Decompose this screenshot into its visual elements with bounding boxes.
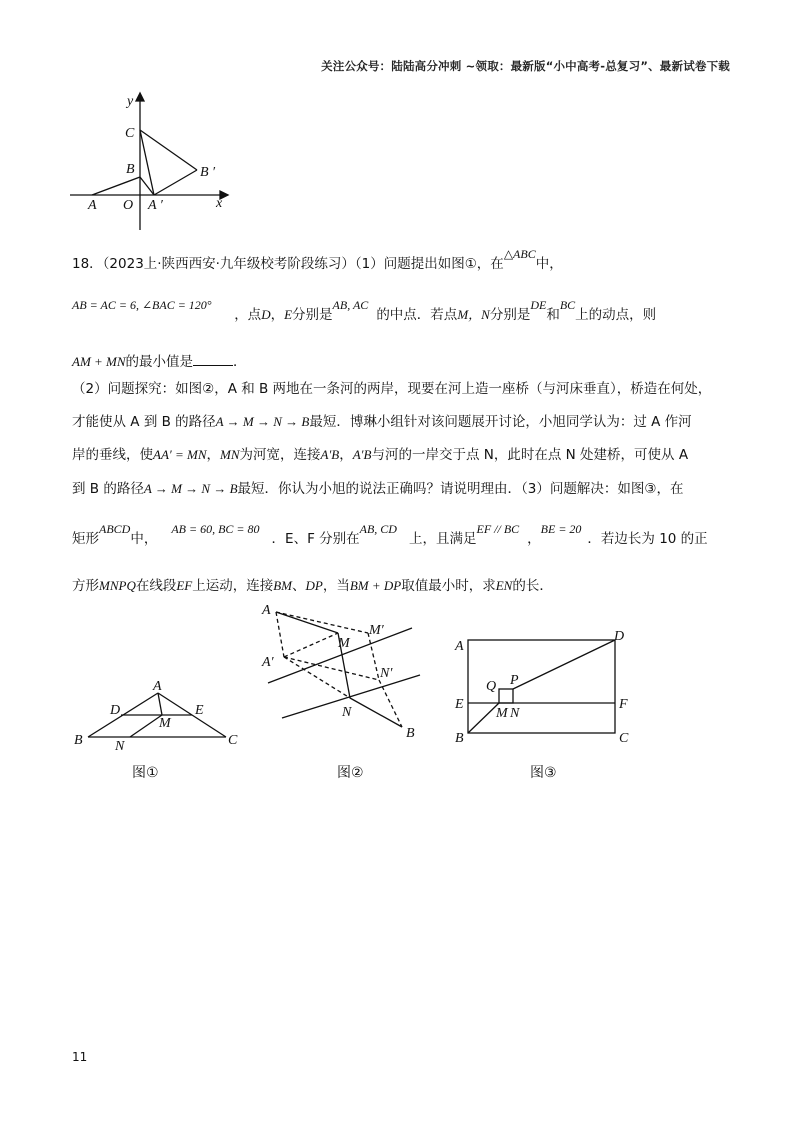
page-header: 关注公众号：陆陆高分冲刺 ~领取：最新版“小中高考-总复习”、最新试卷下载 [321,59,730,73]
q18-line-1 [72,247,563,273]
figures-row [0,595,800,795]
math: A′B [352,447,372,462]
text: ， [527,531,541,547]
text: 的最小值是 [125,354,194,370]
text: 上的动点，则 [575,307,657,323]
fig1-E-label: E [195,703,204,718]
fig3-caption: 图③ [530,765,557,781]
point-C-label: C [125,126,135,141]
fig3-C-label: C [619,731,629,746]
text: 、 [292,578,306,594]
math: ABCD [99,522,131,536]
text: 在线段 [135,578,177,594]
math: BM + DP [349,578,402,593]
math: A → M → N → B [143,481,238,496]
fig2-N-label: N [342,705,352,720]
fig1-N-label: N [115,739,125,754]
text: ，当 [322,578,350,594]
math: MN [220,447,240,462]
text: ． [233,354,247,370]
fig2-caption: 图② [337,765,364,781]
math: MNPQ [99,578,136,593]
math: AA′ = MN [153,447,207,462]
math: DP [305,578,323,593]
math: DE [530,298,547,312]
text: 的长． [512,578,553,594]
text: 方形 [72,578,99,594]
fig2-M-prime-label: M′ [369,623,384,638]
fig1-D-label: D [110,703,121,718]
math: AB, CD [359,522,397,536]
text: 分别是 [292,307,333,323]
math: A′B [320,447,340,462]
text: 最短．你认为小旭的说法正确吗？请说明理由．（3）问题解决：如图③，在 [237,481,684,497]
text: 最短．博琳小组针对该问题展开讨论，小旭同学认为：过 A 作河 [309,414,692,430]
q18-line-6 [72,446,688,464]
fig3-M-label: M [496,706,508,721]
text: ．E、F 分别在 [271,531,360,547]
x-axis-label: x [216,196,223,211]
y-axis-label: y [127,94,134,109]
point-A-prime-label: A ′ [148,198,163,213]
math: AB = 60, BC = 80 [171,522,260,536]
coordinate-figure [60,85,240,235]
fig1-caption: 图① [132,765,159,781]
fig3-B-label: B [455,731,464,746]
fig3-A-label: A [455,639,464,654]
text: 矩形 [72,531,99,547]
math: AB = AC = 6, ∠BAC = 120° [72,298,212,312]
math: EN [495,578,513,593]
math: EF [176,578,193,593]
text: ， [206,447,220,463]
q18-line-2 [72,298,657,324]
math: M，N [457,307,490,322]
fig2-N-prime-label: N′ [380,666,393,681]
text: 分别是 [489,307,531,323]
fig2-A-prime-label: A′ [262,655,274,670]
math: E [284,307,293,322]
math: D [261,307,271,322]
text: ，点 [234,307,262,323]
text: ， [270,307,285,323]
text: 中， [130,531,158,547]
fig3-Q-label: Q [486,679,497,694]
math: BC [559,298,576,312]
math: AM + MN [72,354,126,369]
fig3-D-label: D [614,629,625,644]
math: △ABC [503,247,536,261]
text: 和 [546,307,560,323]
fig3-E-label: E [455,697,464,712]
text: 与河的一岸交于点 N，此时在点 N 处建桥，可使从 A [371,447,689,463]
q18-line-5 [72,413,692,431]
page-number: 11 [72,1050,88,1064]
fig3-N-label: N [510,706,520,721]
text: ．若边长为 10 的正 [587,531,708,547]
math: BE = 20 [540,522,582,536]
answer-blank[interactable] [193,353,233,366]
fig1-A-label: A [153,679,162,694]
math: AB, AC [332,298,369,312]
q18-line-3 [72,353,247,371]
fig1-M-label: M [159,716,171,731]
fig3-P-label: P [510,673,519,688]
fig2-M-label: M [338,636,350,651]
q18-line-4: （2）问题探究：如图②，A 和 B 两地在一条河的两岸，现要在河上造一座桥（与河床垂直），桥造在何处， [72,381,712,397]
text: 到 B 的路径 [72,481,144,497]
text: ， [339,447,353,463]
point-B-label: B [126,162,135,177]
q18-line-9 [72,577,553,595]
math: BM [273,578,293,593]
q18-line-7 [72,480,683,498]
point-B-prime-label: B ′ [200,165,216,180]
fig1-C-label: C [228,733,238,748]
q18-line-8 [72,522,708,548]
point-A-label: A [88,198,97,213]
figure-1 [88,693,226,737]
fig2-A-label: A [262,603,271,618]
text: 中， [535,256,563,272]
text: 才能使从 A 到 B 的路径 [72,414,216,430]
math: A → M → N → B [215,414,310,429]
fig1-B-label: B [74,733,83,748]
text: 取值最小时，求 [401,578,496,594]
text: 18．（2023上·陕西西安·九年级校考阶段练习）（1）问题提出如图①，在 [72,256,504,272]
fig2-B-label: B [406,726,415,741]
text: 上，且满足 [408,531,477,547]
fig3-F-label: F [619,697,628,712]
text: 上运动，连接 [192,578,274,594]
text: 岸的垂线，使 [72,447,153,463]
origin-label: O [123,198,134,213]
text: 为河宽，连接 [239,447,321,463]
text: 的中点．若点 [376,307,458,323]
math: EF // BC [476,522,520,536]
